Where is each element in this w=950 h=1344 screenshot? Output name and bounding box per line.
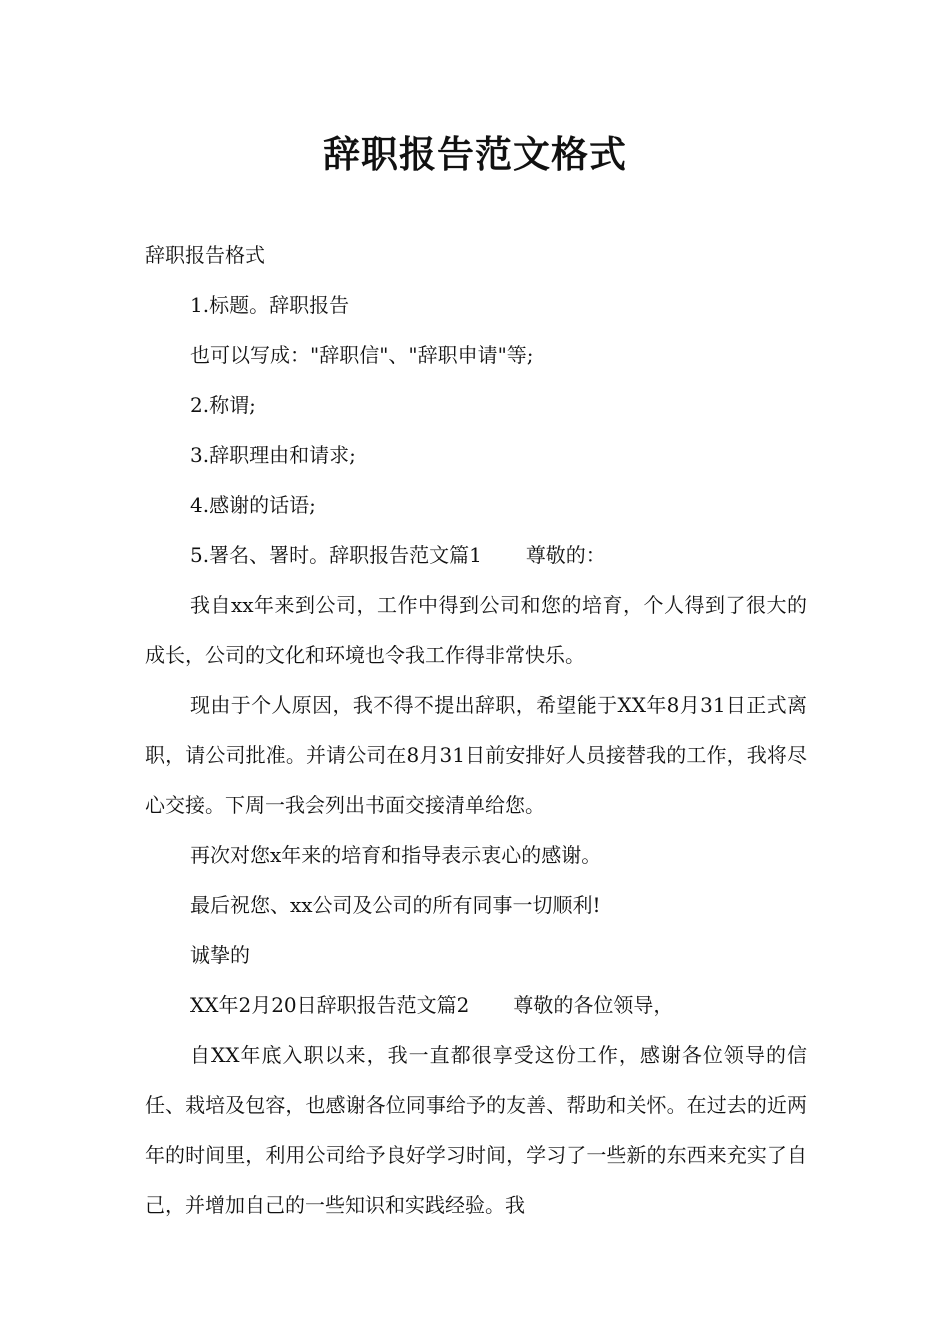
paragraph-text: 也可以写成："辞职信"、"辞职申请"等; xyxy=(190,343,534,367)
paragraph-text: 5.署名、署时。辞职报告范文篇1 xyxy=(190,543,482,567)
paragraph xyxy=(145,930,807,980)
paragraph-text: 1.标题。辞职报告 xyxy=(190,293,350,317)
paragraph-text: 自XX年底入职以来，我一直都很享受这份工作，感谢各位领导的信任、栽培及包容，也感谢各位同事给予的友善、帮助和关怀。在过去的近两年的时间里，利用公司给予良好学习时间，学习了一些新的东西来充实了自己，并增加自己的一些知识和实践经验。我 xyxy=(145,1043,807,1217)
paragraph-text: XX年2月20日辞职报告范文篇2 xyxy=(190,993,470,1017)
paragraph xyxy=(145,430,807,480)
paragraph xyxy=(145,1030,807,1230)
paragraph-tail-text: 尊敬的： xyxy=(525,543,606,567)
paragraph-text: 再次对您x年来的培育和指导表示衷心的感谢。 xyxy=(190,843,602,867)
document-title: 辞职报告范文格式 xyxy=(323,132,627,176)
paragraph xyxy=(145,480,807,530)
paragraph-text: 4.感谢的话语; xyxy=(190,493,316,517)
paragraph xyxy=(145,830,807,880)
document-body xyxy=(145,230,807,1230)
paragraph-text: 3.辞职理由和请求; xyxy=(190,443,356,467)
paragraph xyxy=(145,680,807,830)
paragraph xyxy=(145,380,807,430)
paragraph-text: 诚挚的 xyxy=(190,943,250,967)
paragraph xyxy=(145,280,807,330)
paragraph-text: 我自xx年来到公司，工作中得到公司和您的培育，个人得到了很大的成长，公司的文化和环境也令我工作得非常快乐。 xyxy=(145,593,807,667)
paragraph-tail-text: 尊敬的各位领导， xyxy=(513,993,674,1017)
paragraph xyxy=(145,980,807,1030)
paragraph-text: 辞职报告格式 xyxy=(145,243,265,267)
paragraph xyxy=(145,230,807,280)
paragraph xyxy=(145,880,807,930)
paragraph xyxy=(145,530,807,580)
paragraph xyxy=(145,580,807,680)
paragraph-text: 最后祝您、xx公司及公司的所有同事一切顺利! xyxy=(190,893,601,917)
paragraph-text: 2.称谓; xyxy=(190,393,256,417)
paragraph xyxy=(145,330,807,380)
paragraph-text: 现由于个人原因，我不得不提出辞职，希望能于XX年8月31日正式离职，请公司批准。并请公司在8月31日前安排好人员接替我的工作，我将尽心交接。下周一我会列出书面交接清单给您。 xyxy=(145,693,807,817)
